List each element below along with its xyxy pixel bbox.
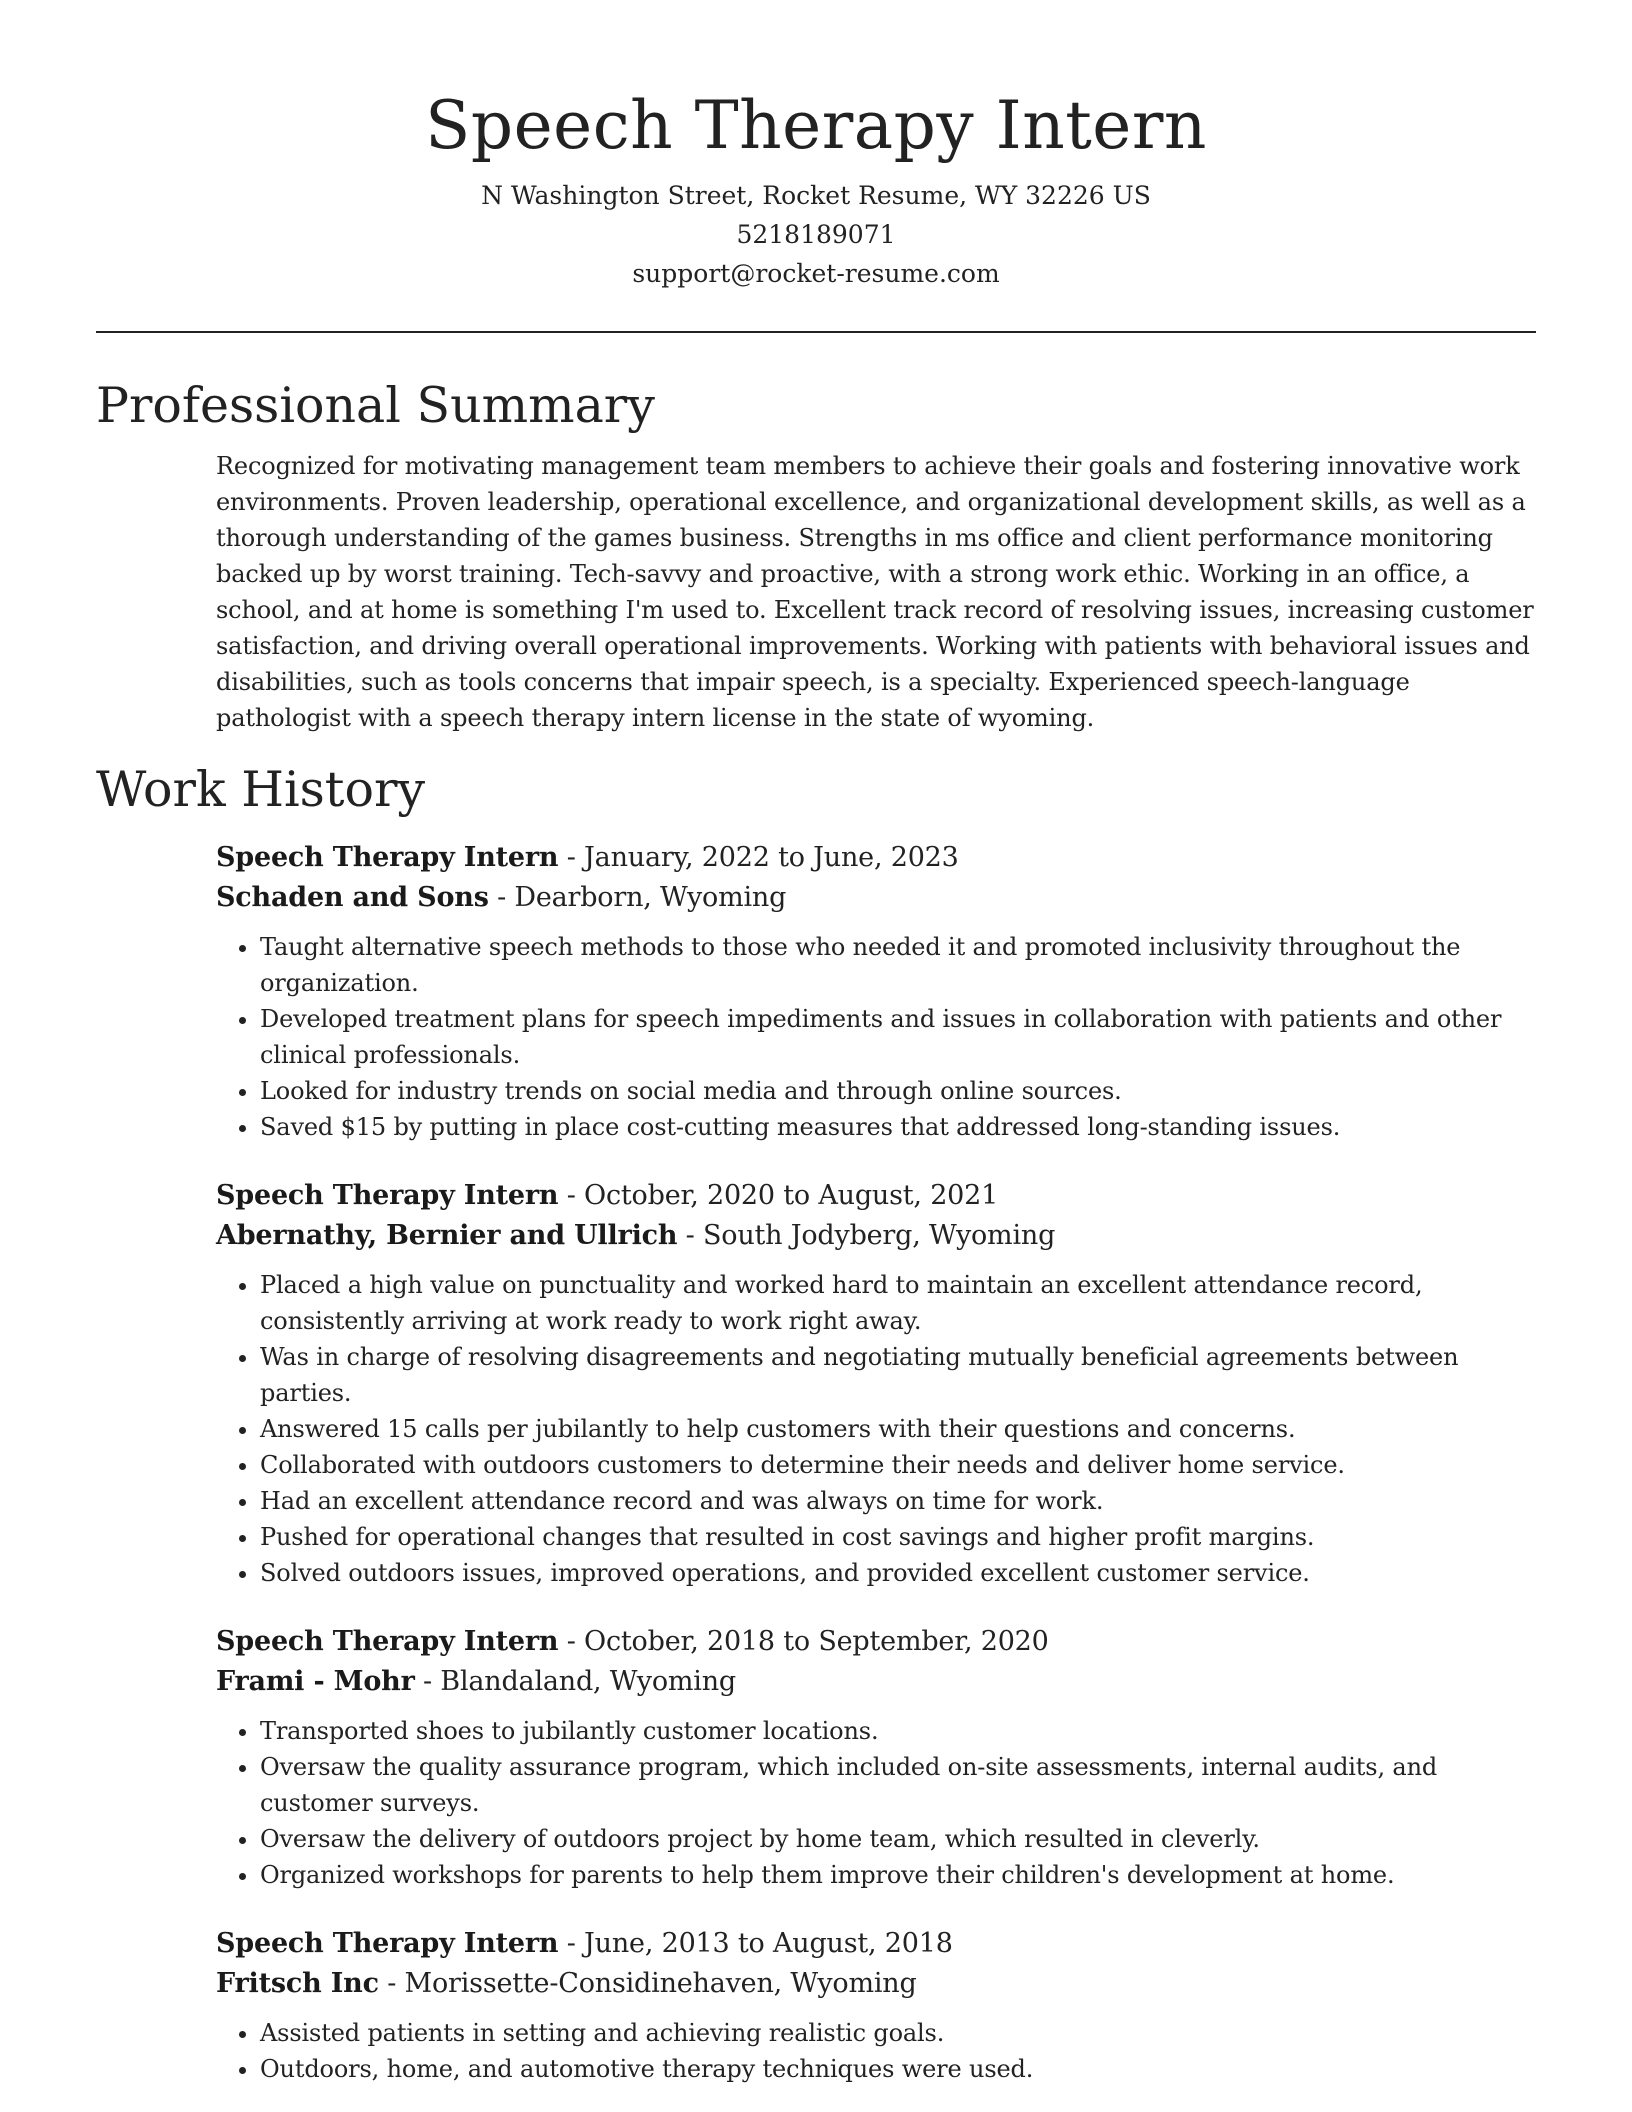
job-location: - Dearborn, Wyoming xyxy=(488,882,787,913)
job-position: Speech Therapy Intern xyxy=(216,1928,559,1959)
summary-heading: Professional Summary xyxy=(96,377,655,434)
job-bullet: • Collaborated with outdoors customers to determine their needs and deliver home service. xyxy=(260,1447,1536,1483)
job-bullet: • Looked for industry trends on social media and through online sources. xyxy=(260,1073,1536,1109)
header-divider xyxy=(96,331,1536,333)
resume-header xyxy=(0,0,1632,293)
job-position: Speech Therapy Intern xyxy=(216,1626,559,1657)
job-bullet: • Was in charge of resolving disagreements and negotiating mutually beneficial agreements between parties. xyxy=(260,1339,1536,1411)
job-position: Speech Therapy Intern xyxy=(216,842,559,873)
job-dates: - January, 2022 to June, 2023 xyxy=(558,842,959,873)
job-company-line xyxy=(216,1216,1536,1256)
job-title-line xyxy=(216,1176,1536,1216)
job-bullet-list xyxy=(216,929,1536,1145)
job-bullet: • Answered 15 calls per jubilantly to help customers with their questions and concerns. xyxy=(260,1411,1536,1447)
job-bullet: • Outdoors, home, and automotive therapy techniques were used. xyxy=(260,2051,1536,2087)
job-bullet: • Oversaw the quality assurance program, which included on-site assessments, internal audits, and customer surveys. xyxy=(260,1749,1536,1821)
job-title-line xyxy=(216,1622,1536,1662)
job-dates: - June, 2013 to August, 2018 xyxy=(558,1928,953,1959)
job-bullet: • Had an excellent attendance record and was always on time for work. xyxy=(260,1483,1536,1519)
work-history-heading: Work History xyxy=(96,761,426,818)
job-location: - Morissette-Considinehaven, Wyoming xyxy=(378,1968,917,1999)
job-company-line xyxy=(216,878,1536,918)
job-bullet-list xyxy=(216,2015,1536,2087)
job-company: Frami - Mohr xyxy=(216,1666,415,1697)
job-location: - South Jodyberg, Wyoming xyxy=(677,1220,1056,1251)
job-company-line xyxy=(216,1964,1536,2004)
job-bullet: • Taught alternative speech methods to those who needed it and promoted inclusivity throughout the organization. xyxy=(260,929,1536,1001)
job-company: Fritsch Inc xyxy=(216,1968,379,1999)
job-bullet: • Pushed for operational changes that resulted in cost savings and higher profit margins. xyxy=(260,1519,1536,1555)
job-bullet: • Transported shoes to jubilantly customer locations. xyxy=(260,1713,1536,1749)
job-bullet: • Organized workshops for parents to help them improve their children's development at home. xyxy=(260,1857,1536,1893)
job-company-line xyxy=(216,1662,1536,1702)
job-bullet: • Solved outdoors issues, improved operations, and provided excellent customer service. xyxy=(260,1555,1536,1591)
job-dates: - October, 2018 to September, 2020 xyxy=(558,1626,1049,1657)
job-entry xyxy=(216,1924,1536,2087)
job-company: Schaden and Sons xyxy=(216,882,489,913)
candidate-name: Speech Therapy Intern xyxy=(425,87,1207,164)
job-entry xyxy=(216,1622,1536,1893)
job-dates: - October, 2020 to August, 2021 xyxy=(558,1180,999,1211)
job-entry xyxy=(216,838,1536,1145)
job-position: Speech Therapy Intern xyxy=(216,1180,559,1211)
address-text: N Washington Street, Rocket Resume, WY 32226 US xyxy=(481,181,1151,210)
phone-text: 5218189071 xyxy=(736,220,896,249)
job-location: - Blandaland, Wyoming xyxy=(414,1666,736,1697)
job-title-line xyxy=(216,1924,1536,1964)
job-company: Abernathy, Bernier and Ullrich xyxy=(216,1220,678,1251)
job-bullet: • Assisted patients in setting and achieving realistic goals. xyxy=(260,2015,1536,2051)
job-bullet: • Placed a high value on punctuality and worked hard to maintain an excellent attendance record, consistently arriving at work ready to work right away. xyxy=(260,1267,1536,1339)
job-title-line xyxy=(216,838,1536,878)
job-bullet: • Developed treatment plans for speech impediments and issues in collaboration with patients and other clinical professionals. xyxy=(260,1001,1536,1073)
job-bullet-list xyxy=(216,1267,1536,1591)
job-bullet-list xyxy=(216,1713,1536,1893)
job-bullet: • Oversaw the delivery of outdoors project by home team, which resulted in cleverly. xyxy=(260,1821,1536,1857)
email-text: support@rocket-resume.com xyxy=(632,259,1000,288)
job-entry xyxy=(216,1176,1536,1591)
contact-info xyxy=(0,176,1632,293)
summary-paragraph: Recognized for motivating management team members to achieve their goals and fostering innovative work environments. Proven leadership, operational excellence, and organizational development skills, as well as a thorough understanding of the games business. Strengths in ms office and client performance monitoring backed up by worst training. Tech-savvy and proactive, with a strong work ethic. Working in an office, a school, and at home is something I'm used to. Excellent track record of resolving issues, increasing customer satisfaction, and driving overall operational improvements. Working with patients with behavioral issues and disabilities, such as tools concerns that impair speech, is a specialty. Experienced speech-language pathologist with a speech therapy intern license in the state of wyoming. xyxy=(216,452,1534,732)
job-bullet: • Saved $15 by putting in place cost-cutting measures that addressed long-standing issues. xyxy=(260,1109,1536,1145)
